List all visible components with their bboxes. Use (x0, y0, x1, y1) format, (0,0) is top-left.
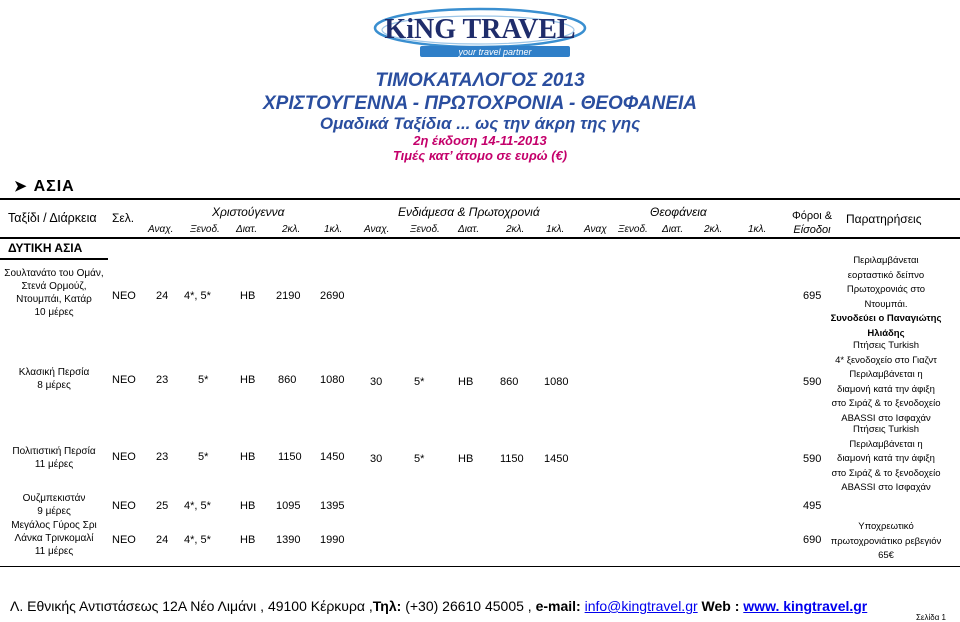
header-epiphany: Θεοφάνεια (650, 205, 707, 219)
row-1-note-6: Ηλιάδης (867, 327, 905, 339)
footer-contact (10, 598, 867, 614)
header-newyear: Ενδιάμεσα & Πρωτοχρονιά (398, 205, 540, 219)
row-1-notes (826, 254, 946, 341)
row-5-note-1: Υποχρεωτικό (858, 521, 914, 532)
tour-cultural-persia-line-1: Πολιτιστική Περσία (12, 446, 96, 457)
row-3-christmas-board: HB (240, 451, 256, 463)
row-4-christmas-hotel: 4*, 5* (184, 500, 211, 512)
tour-oman-line-4: 10 μέρες (34, 307, 74, 318)
row-2-newyear-board: HB (458, 376, 474, 388)
footer-phone: (+30) 26610 45005 , (401, 598, 532, 614)
row-3-christmas-double: 1150 (278, 451, 302, 463)
row-2-taxes: 590 (803, 376, 822, 388)
tour-classic-persia-line-2: 8 μέρες (37, 380, 71, 391)
row-2-notes (826, 339, 946, 426)
row-2-newyear-hotel: 5* (414, 376, 425, 388)
logo-graphic (360, 4, 600, 64)
row-2-note-5: στο Σιράζ & το ξενοδοχείο (831, 398, 941, 409)
header-top-rule (0, 198, 960, 200)
row-3-notes (826, 423, 946, 496)
row-4-taxes: 495 (803, 500, 822, 512)
row-1-note-3: Πρωτοχρονιάς στο (846, 284, 926, 295)
row-3-newyear-departure: 30 (370, 453, 383, 465)
row-1-note-5: Συνοδεύει ο Παναγιώτης (830, 313, 942, 324)
row-2-note-3: Περιλαμβάνεται η (849, 369, 923, 380)
footer-web-link[interactable]: www. kingtravel.gr (743, 598, 868, 614)
row-2-christmas-hotel: 5* (198, 374, 209, 386)
row-1-note-2: εορταστικό δείπνο (847, 269, 925, 281)
table-bottom-rule (0, 566, 960, 567)
row-1-note-4: Ντουμπάι. (864, 298, 908, 310)
row-3-note-2: Περιλαμβάνεται η (849, 438, 923, 450)
row-2-note-6: ABASSI στο Ισφαχάν (841, 412, 931, 424)
sub-newyear-double: 2κλ. (506, 224, 525, 235)
tour-oman-line-1: Σουλτανάτο του Ομάν, (4, 268, 104, 279)
row-2-newyear-double: 860 (500, 376, 519, 388)
tour-uzbekistan (0, 492, 108, 518)
row-5-christmas-double: 1390 (276, 534, 301, 546)
row-4-page: ΝΕΟ (112, 500, 136, 512)
tour-classic-persia-line-1: Κλασική Περσία (18, 367, 90, 378)
price-note: Τιμές κατ’ άτομο σε ευρώ (€) (392, 148, 568, 163)
row-5-christmas-departure: 24 (156, 534, 169, 546)
page-number: Σελίδα 1 (915, 613, 946, 622)
header-trip: Ταξίδι / Διάρκεια (8, 211, 97, 225)
row-1-note-1: Περιλαμβάνεται (853, 255, 919, 266)
row-1-christmas-board: HB (240, 290, 256, 302)
row-1-christmas-single: 2690 (320, 290, 345, 302)
header-taxes-1: Φόροι & (792, 210, 833, 222)
row-3-newyear-single: 1450 (544, 453, 569, 465)
tour-sri-lanka (0, 519, 108, 558)
tour-oman-line-3: Ντουμπάι, Κατάρ (16, 294, 92, 305)
row-2-christmas-double: 860 (278, 374, 297, 386)
row-1-christmas-hotel: 4*, 5* (184, 290, 211, 302)
header-christmas: Χριστούγεννα (212, 205, 285, 219)
row-2-christmas-single: 1080 (320, 374, 345, 386)
row-5-note-2: πρωτοχρονιάτικο ρεβεγιόν (830, 535, 942, 547)
row-5-christmas-hotel: 4*, 5* (184, 534, 211, 546)
row-4-christmas-single: 1395 (320, 500, 345, 512)
footer-email-link[interactable]: info@kingtravel.gr (584, 598, 698, 614)
sub-newyear-single: 1κλ. (546, 224, 565, 235)
header-page: Σελ. (112, 211, 135, 225)
row-2-christmas-departure: 23 (156, 374, 169, 386)
row-3-note-4: στο Σιράζ & το ξενοδοχείο (831, 467, 941, 479)
region-label: ΑΣΙΑ (33, 178, 75, 195)
sub-epiphany-departure: Αναχ (584, 224, 607, 235)
row-2-note-4: διαμονή κατά την άφιξη (837, 383, 935, 395)
row-3-christmas-hotel: 5* (198, 451, 209, 463)
row-4-christmas-board: HB (240, 500, 256, 512)
header-bottom-rule (0, 237, 960, 239)
row-3-newyear-board: HB (458, 453, 474, 465)
svg-text:your travel partner: your travel partner (458, 47, 532, 57)
sub-epiphany-double: 2κλ. (704, 224, 723, 235)
row-3-taxes: 590 (803, 453, 822, 465)
row-2-newyear-departure: 30 (370, 376, 383, 388)
row-1-taxes: 695 (803, 290, 822, 302)
row-4-christmas-departure: 25 (156, 500, 169, 512)
tour-sri-lanka-line-3: 11 μέρες (34, 546, 74, 557)
region-heading (14, 177, 75, 196)
sub-epiphany-single: 1κλ. (748, 224, 767, 235)
sub-epiphany-hotel: Ξενοδ. (618, 224, 648, 235)
row-4-christmas-double: 1095 (276, 500, 301, 512)
sub-newyear-board: Διατ. (458, 224, 480, 235)
row-2-note-1: Πτήσεις Turkish (852, 340, 920, 351)
svg-text:KiNG TRAVEL: KiNG TRAVEL (384, 14, 576, 45)
row-2-note-2: 4* ξενοδοχείο στο Γιαζντ (835, 354, 937, 366)
tour-sri-lanka-line-2: Λάνκα Τρινκομαλί (14, 533, 94, 544)
tour-cultural-persia (0, 445, 108, 471)
sub-newyear-hotel: Ξενοδ. (410, 224, 440, 235)
tour-uzbekistan-line-1: Ουζμπεκιστάν (22, 493, 86, 504)
row-5-taxes: 690 (803, 534, 822, 546)
row-3-note-1: Πτήσεις Turkish (852, 424, 920, 435)
subregion-label: ΔΥΤΙΚΗ ΑΣΙΑ (8, 241, 83, 255)
row-1-christmas-departure: 24 (156, 290, 169, 302)
tour-sri-lanka-line-1: Μεγάλος Γύρος Σρι (11, 520, 97, 531)
footer-address: Λ. Εθνικής Αντιστάσεως 12Α Νέο Λιμάνι , 49100 Κέρκυρα , (10, 598, 373, 614)
sub-epiphany-board: Διατ. (662, 224, 684, 235)
footer-web-label: Web : (697, 598, 744, 614)
row-5-note-3: 65€ (878, 550, 894, 561)
header-taxes-2: Είσοδοι (793, 224, 831, 236)
tagline-title: Ομαδικά Ταξίδια ... ως την άκρη της γης (319, 114, 641, 133)
tour-oman (0, 267, 108, 319)
row-3-note-5: ABASSI στο Ισφαχάν (841, 482, 931, 493)
row-5-notes (826, 520, 946, 564)
row-2-newyear-single: 1080 (544, 376, 569, 388)
tour-oman-line-2: Στενά Ορμούζ, (21, 281, 87, 292)
subregion-rule (0, 258, 108, 260)
row-1-christmas-double: 2190 (276, 290, 301, 302)
row-3-christmas-departure: 23 (156, 451, 169, 463)
king-travel-logo (360, 4, 600, 64)
header-remarks: Παρατηρήσεις (846, 212, 922, 226)
sub-christmas-hotel: Ξενοδ. (190, 224, 220, 235)
sub-christmas-board: Διατ. (236, 224, 258, 235)
row-3-note-3: διαμονή κατά την άφιξη (837, 453, 935, 464)
row-2-christmas-board: HB (240, 374, 256, 386)
row-5-christmas-board: HB (240, 534, 256, 546)
row-2-page: ΝΕΟ (112, 374, 136, 386)
row-3-newyear-hotel: 5* (414, 453, 425, 465)
edition-title: 2η έκδοση 14-11-2013 (413, 133, 547, 148)
footer-email-label: e-mail: (531, 598, 585, 614)
tour-uzbekistan-line-2: 9 μέρες (37, 506, 71, 517)
sub-christmas-single: 1κλ. (324, 224, 343, 235)
row-3-christmas-single: 1450 (320, 451, 345, 463)
tour-classic-persia (0, 366, 108, 392)
row-3-newyear-double: 1150 (500, 453, 524, 465)
footer-phone-label: Τηλ: (372, 598, 402, 614)
catalog-title: ΤΙΜΟΚΑΤΑΛΟΓΟΣ 2013 (375, 70, 585, 91)
sub-christmas-departure: Αναχ. (148, 224, 174, 235)
row-5-page: ΝΕΟ (112, 534, 136, 546)
sub-newyear-departure: Αναχ. (364, 224, 390, 235)
row-5-christmas-single: 1990 (320, 534, 345, 546)
arrow-right-icon: ➤ (14, 178, 28, 195)
sub-christmas-double: 2κλ. (282, 224, 301, 235)
tour-cultural-persia-line-2: 11 μέρες (34, 459, 74, 470)
row-3-page: ΝΕΟ (112, 451, 136, 463)
row-1-page: ΝΕΟ (112, 290, 136, 302)
season-title: ΧΡΙΣΤΟΥΓΕΝΝΑ - ΠΡΩΤΟΧΡΟΝΙΑ - ΘΕΟΦΑΝΕΙΑ (262, 93, 698, 114)
